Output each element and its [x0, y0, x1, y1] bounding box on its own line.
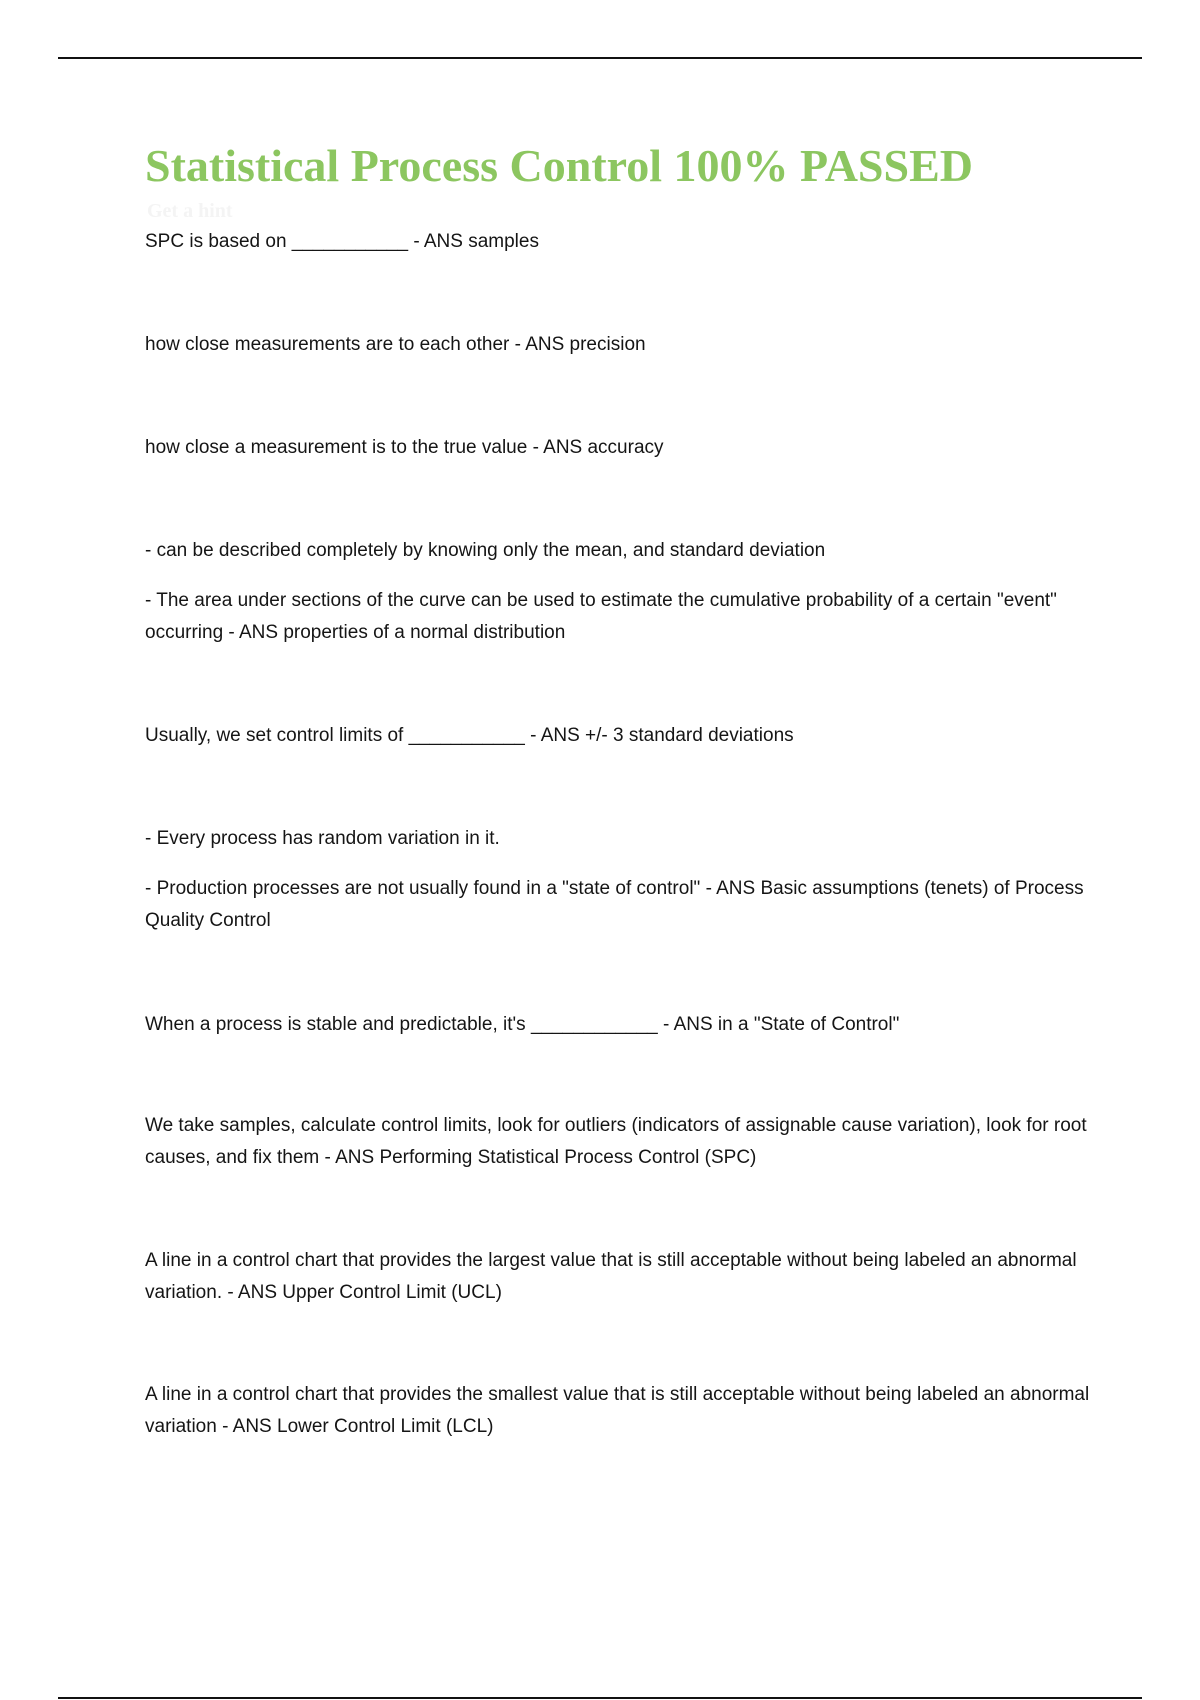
question-assumptions-line-1: - Every process has random variation in it.: [145, 828, 500, 849]
question-performing-spc: We take samples, calculate control limits, look for outliers (indicators of assignable cause variation), look for root causes, and fix them - ANS Performing Statistical Process Control (SPC): [145, 1115, 1087, 1168]
question-spc-based-on: SPC is based on ___________ - ANS samples: [145, 231, 539, 252]
question-lower-control-limit: A line in a control chart that provides the smallest value that is still acceptable without being labeled an abnormal variation - ANS Lower Control Limit (LCL): [145, 1384, 1090, 1437]
document-title: Statistical Process Control 100% PASSED: [145, 140, 973, 191]
watermark-text: Get a hint: [147, 200, 233, 222]
question-precision: how close measurements are to each other - ANS precision: [145, 334, 646, 355]
question-control-limits: Usually, we set control limits of ___________ - ANS +/- 3 standard deviations: [145, 725, 794, 746]
question-accuracy: how close a measurement is to the true value - ANS accuracy: [145, 437, 664, 458]
question-assumptions-line-2: - Production processes are not usually found in a "state of control" - ANS Basic assumptions (tenets) of Process Quality Control: [145, 878, 1084, 931]
question-normal-distribution-line-1: - can be described completely by knowing only the mean, and standard deviation: [145, 540, 826, 561]
question-state-of-control: When a process is stable and predictable, it's ____________ - ANS in a "State of Control": [145, 1014, 900, 1035]
top-divider: [58, 57, 1142, 59]
question-normal-distribution-line-2: - The area under sections of the curve can be used to estimate the cumulative probability of a certain "event" occurring - ANS properties of a normal distribution: [145, 590, 1057, 643]
bottom-divider: [58, 1697, 1142, 1699]
question-upper-control-limit: A line in a control chart that provides the largest value that is still acceptable without being labeled an abnormal variation. - ANS Upper Control Limit (UCL): [145, 1250, 1077, 1303]
